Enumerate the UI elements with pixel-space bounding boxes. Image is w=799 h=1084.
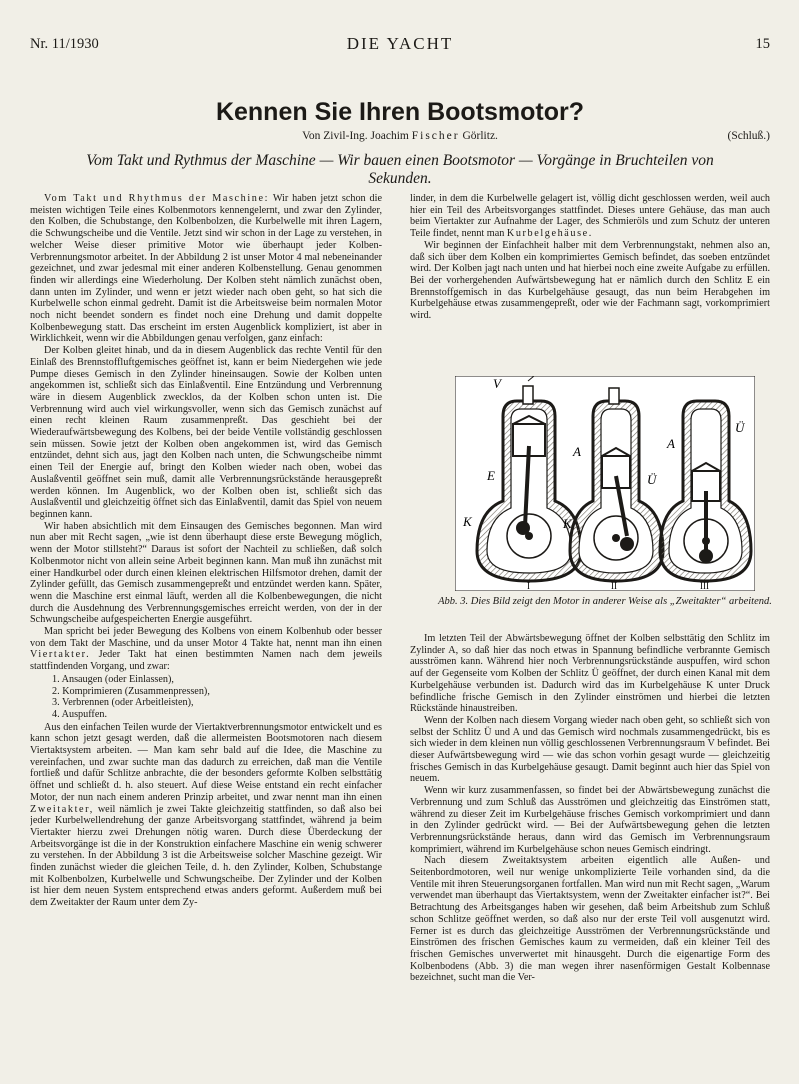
paragraph: Wenn der Kolben nach diesem Vorgang wieder nach oben geht, so schließt sich von selbst der Schlitz Ü und A und das Gemisch wird nochmals zusammengedrückt, bis es sich wieder in dem kleinen nun völlig geschlossenen Verbrennungsraum V befindet. Bei dieser Aufwärtsbewegung wird — wie das schon vorhin gesagt wurde — gleichzeitig frisches Gemisch in das Kurbelgehäuse gesaugt. Damit beginnt auch hier das Spiel von neuem.: [410, 714, 770, 785]
byline-prefix: Von Zivil-Ing. Joachim: [302, 130, 409, 142]
paragraph: Wenn wir kurz zusammenfassen, so findet bei der Abwärtsbewegung zunächst die Verbrennung und zum Schluß das Ausströmen und gleichzeitig das Einströmen statt, während zu dieser Zeit im Kurbelgehäuse frisches Gemisch vorkomprimiert und dann in den Zylinder gedrückt wird. — Bei der Aufwärtsbewegung gehen die letzten Verbrennungsrückstände heraus, dann wird das Gemisch im Verbrennungsraum komprimiert, während im Kurbelgehäuse schon neues Gemisch eindringt.: [410, 785, 770, 855]
running-head: [30, 34, 770, 54]
paragraph: [30, 626, 382, 673]
stage-label: I: [527, 581, 530, 591]
text-column-right-bottom: [410, 633, 770, 1073]
author-surname: Fischer: [411, 130, 460, 142]
stroke-list: [52, 674, 382, 721]
paragraph: Nach diesem Zweitaktsystem arbeiten eigentlich alle Außen- und Seitenbordmotoren, weil nur wenige unkomplizierte Teile vorhanden sind, da die Ventile mit ihren Steuerungsorganen fortfallen. Man wird nun mit Recht sagen, „Warum verwendet man überhaupt das Viertaktsystem, wenn der Zweitakter einfacher ist?“. Bei Betrachtung des Arbeitsganges haben wir gesehen, daß beim Arbeitshub zum Schluß schon Schlitze geöffnet werden, so daß also nur der erste Teil voll ausgenutzt wird. Ferner ist es durch das gleichzeitige Ausströmen der Verbrennungsrückstände und Einströmen des frischen Gemisches kaum zu vermeiden, daß ein kleiner Teil des frischen Gemisches unverwertet mit hinausgeht. Durch die eigenartige Form des Kolbenbodens (Abb. 3) die man wegen ihrer nasenförmigen Gestalt Kolbennase bezeichnet, sucht man die Ver-: [410, 855, 770, 984]
issue-number: Nr. 11/1930: [30, 36, 99, 52]
label-K: K: [563, 516, 572, 531]
list-item: 1. Ansaugen (oder Einlassen),: [52, 673, 174, 685]
article-title: Kennen Sie Ihren Bootsmotor?: [215, 98, 585, 126]
label-K: K: [463, 514, 472, 529]
continuation-note: (Schluß.): [727, 130, 770, 142]
paragraph: Wir haben absichtlich mit dem Einsaugen des Gemisches begonnen. Man wird nun aber mit Recht sagen, „wie ist denn überhaupt diese erste Bewegung möglich, wenn der Motor stillsteht?“ Daraus ist sofort der Nachteil zu schließen, daß solch Kolbenmotor nicht von allein seine Arbeit beginnen kann. Man muß ihn zunächst mit einer Handkurbel oder durch einen kleinen elektrischen Hilfsmotor drehen, damit der Zylinder gefüllt, das Gemisch zusammengepreßt und entzündet werden kann. Später, wenn die Maschine erst einmal läuft, werden all die Kolbenbewegungen, die nicht durch die Ausdehnung des Verbrennungsgemisches erreicht werden, von der in der Schwungscheibe aufgespeicherten Energie ausgeführt.: [30, 520, 382, 626]
paragraph: [30, 722, 382, 909]
paragraph-text: weil nämlich je zwei Takte gleichzeitig stattfinden, so daß also bei jeder Kurbelwellendrehung der ganze Arbeitsvorgang stattfindet, während ja beim Viertakter hierzu zwei Drehungen nötig waren. Durch diese Überdeckung der Arbeitsvorgänge ist die in der Konstruktion einfachere Maschine ein wenig schwerer zu verstehen. In der Abbildung 3 ist die Arbeitsweise solcher Maschine gezeigt. Wir finden zunächst wieder die gleichen Teile, d. h. den Zylinder, Kolben, Schubstange mit Kolbenbolzen, Kurbelwelle und Schwungscheibe. Der Zylinder und der Kolben ist hier dem neuen System entsprechend etwas anders geformt. Außerdem muß bei dem Zweitakter der Raum unter dem Zy-: [30, 803, 382, 909]
byline: [30, 130, 770, 142]
text-column-right-top: [410, 193, 770, 375]
two-stroke-diagram: [455, 376, 755, 591]
text-column-left: [30, 193, 382, 1073]
label-A: A: [667, 436, 675, 451]
byline-place: Görlitz.: [462, 130, 498, 142]
paragraph-text: Man spricht bei jeder Bewegung des Kolbens von einem Kolbenhub oder besser von dem Takt der Maschine, und da unser Motor 4 Takte hat, nennt man ihn einen: [30, 626, 382, 649]
figure-caption: Abb. 3. Dies Bild zeigt den Motor in anderer Weise als „Zweitakter“ arbeitend.: [438, 596, 772, 607]
label-U: Ü: [647, 472, 657, 487]
paragraph-text: Jeder Takt hat einen bestimmten Namen nach dem jeweils stattfindenden Vorgang, und zwar:: [30, 649, 382, 673]
label-U: Ü: [735, 420, 745, 435]
paragraph: Im letzten Teil der Abwärtsbewegung öffnet der Kolben selbsttätig den Schlitz im Zylinder A, so daß hier das noch etwas in Spannung befindliche verbrannte Gemisch ausströmen kann. Während hier noch Verbrennungsrückstände auspuffen, wird schon auf der Gegenseite vom Kolben der Schlitz Ü geöffnet, der durch einen Kanal mit dem Kurbelgehäuse verbunden ist. Dadurch wird das im Kurbelgehäuse K unter Druck befindliche frische Gemisch in den Zylinder einströmen und hierbei die letzten Rückstände hinaustreiben.: [410, 633, 770, 715]
paragraph-text: linder, in dem die Kurbelwelle gelagert ist, völlig dicht geschlossen werden, weil auch hier ein Teil des Arbeitsvorganges stattfindet. Dieses untere Gehäuse, das man auch beim Viertakter zur Aufnahme der Lager, des Schmieröls und zum Schutz der unteren Teile findet, nennt man: [410, 193, 770, 240]
page-number: 15: [755, 36, 770, 52]
paragraph-text: Aus den einfachen Teilen wurde der Viertaktverbrennungsmotor entwickelt und es kann schon jetzt gesagt werden, daß die allermeisten Bootsmotoren nach diesem Viertaktsystem arbeiten. — Man kam sehr bald auf die Idee, die Maschine zu vereinfachen, und zwar suchte man das dadurch zu erreichen, daß man die Ventile fortließ und dafür Schlitze anbrachte, die der besonders geformte Kolben selbsttätig öffnet und schließt d. h. also steuert. Auf diese Weise entstand ein recht einfacher Motor, der nun nach einem anderen Prinzip arbeitet, und zwar nennt man ihn einen: [30, 721, 382, 803]
label-A: A: [573, 444, 581, 459]
paragraph-text: Wir haben jetzt schon die meisten wichtigen Teile eines Kolbenmotors kennengelernt, und zwar den Zylinder, den Kolben, die Schubstange, den Kolbenbolzen, die Kurbelwelle mit ihren Lagern, die Schwungscheibe und die Ventile. Jetzt sind wir schon in der Lage zu verstehen, in welcher Weise dieser primitive Motor wie überhaupt jeder Kolben-Verbrennungsmotor arbeitet. In der Abbildung 2 ist unser Motor 4 mal nebeneinander gezeichnet, und zwar jedesmal mit einer anderen Kolbenstellung. Genau genommen finden wir allerdings eine Wiederholung. Der Kolben steht nämlich zunächst oben, dann unten im Zylinder, und wenn er jetzt wieder nach oben geht, so hat sich die Kurbelwelle schon einmal gedreht. Damit ist die Arbeitsweise beim normalen Motor noch nicht beendet sondern es findet noch eine Drehung und damit doppelte Kolbenbewegung statt. Das erscheint im ersten Augenblick kompliziert, ist aber in Wirklichkeit, wenn wir die Abbildungen genau verfolgen, ganz einfach:: [30, 193, 382, 345]
article-subtitle: Vom Takt und Rythmus der Maschine — Wir bauen einen Bootsmotor — Vorgänge in Bruchteilen von Sekunden.: [86, 152, 714, 187]
list-item: 3. Verbrennen (oder Arbeitleisten),: [52, 697, 194, 709]
paragraph: [30, 193, 382, 345]
label-V: V: [493, 376, 501, 391]
term-viertakter: Viertakter.: [30, 649, 91, 661]
magazine-name: DIE YACHT: [346, 34, 454, 53]
stage-label: III: [700, 581, 709, 591]
magazine-page: [30, 28, 770, 1073]
term-zweitakter: Zweitakter,: [30, 803, 94, 815]
paragraph: Wir beginnen der Einfachheit halber mit dem Verbrennungstakt, nehmen also an, daß sich über dem Kolben ein komprimiertes Gemisch befindet, das soeben entzündet wird. Der Kolben jagt nach unten und hat hierbei noch eine zweite Aufgabe zu erfüllen. Bei der vorhergehenden Aufwärtsbewegung hat er nämlich durch den Schlitz E ein Brennstoffgemisch in das Kurbelgehäuse gesaugt, das nun beim Herabgehen im Kurbelgehäuse etwas zusammengepreßt, oder wie der Fachmann sagt, vorkomprimiert wird.: [410, 239, 770, 322]
section-lead: Vom Takt und Rhythmus der Maschine:: [44, 193, 270, 204]
list-item: 2. Komprimieren (Zusammenpressen),: [52, 685, 210, 697]
label-E: E: [487, 468, 495, 483]
engine-illustration: [455, 376, 755, 591]
paragraph: Der Kolben gleitet hinab, und da in diesem Augenblick das rechte Ventil für den Einlaß des Brennstoffluftgemisches geöffnet ist, kann er beim Niedergehen wie jede Pumpe dieses Gemisch in den Zylinder hineinsaugen. Sowie der Kolben unten angekommen ist, schließt sich das Einlaßventil. Eine Entzündung und Verbrennung wäre in diesem Augenblick zwecklos, da der Kolben schon unten ist. Die Verbrennung wird auch viel wirkungsvoller, wenn sich das Gemisch zunächst auf einen recht kleinen Raum zusammenpreßt. Das geschieht bei der Wiederaufwärtsbewegung des Kolbens, bei der beide Ventile vollständig geschlossen sein müssen. Sowie jetzt der Kolben oben angekommen ist, wird das Gemisch entzündet, dehnt sich aus, jagt den Kolben nach unten, die Schwungscheibe nimmt einen Teil der Energie auf, bringt den Kolben wieder nach oben, wobei das Auslaßventil geöffnet sein muß, damit alle Verbrennungsrückstände herausgepreßt werden können. Im Augenblick, wo der Kolben oben ist, schließt sich das Auslaßventil und gleichzeitig öffnet sich das Einlaßventil, damit das Spiel von neuem beginnen kann.: [30, 345, 382, 520]
stage-label: II: [611, 581, 617, 591]
list-item: 4. Auspuffen.: [52, 708, 107, 720]
paragraph: [410, 193, 770, 240]
term-kurbelgehaeuse: Kurbelgehäuse.: [506, 228, 593, 240]
